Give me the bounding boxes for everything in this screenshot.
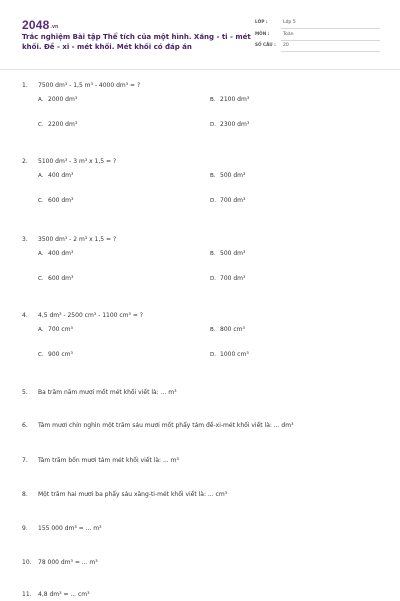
- option-letter: A.: [38, 97, 44, 103]
- option-letter: B.: [210, 97, 216, 103]
- question-4: [22, 310, 382, 358]
- option-letter: A.: [38, 251, 44, 257]
- option-b[interactable]: [210, 94, 249, 106]
- option-letter: A.: [38, 173, 44, 179]
- question-text: 7500 dm³ - 1,5 m³ - 4000 dm³ = ?: [38, 82, 141, 89]
- logo[interactable]: [22, 18, 58, 32]
- question-9: [22, 523, 382, 535]
- question-text: Một trăm hai mươi ba phẩy sáu xăng-ti-mét khối viết là: ... cm³: [38, 491, 228, 498]
- option-c[interactable]: [38, 195, 73, 207]
- question-2: [22, 156, 382, 204]
- option-text: 2000 dm³: [48, 96, 78, 103]
- option-letter: C.: [38, 122, 44, 128]
- option-text: 400 dm³: [48, 172, 74, 179]
- option-b[interactable]: [210, 248, 245, 260]
- question-text: 78 000 dm³ = ... m³: [38, 559, 98, 566]
- question-10: [22, 557, 382, 569]
- question-text: 4,8 dm³ = ... cm³: [38, 591, 90, 598]
- option-text: 2200 dm³: [48, 121, 78, 128]
- option-letter: B.: [210, 327, 216, 333]
- class-value: Lớp 5: [281, 18, 380, 29]
- option-text: 500 dm³: [220, 250, 246, 257]
- option-a[interactable]: [38, 324, 73, 336]
- option-letter: A.: [38, 327, 44, 333]
- option-letter: D.: [210, 276, 217, 282]
- document-title: [22, 32, 252, 52]
- option-letter: D.: [210, 122, 217, 128]
- question-number: 9.: [22, 525, 28, 532]
- option-text: 600 dm³: [48, 275, 74, 282]
- meta-subject-row: [255, 30, 380, 41]
- option-d[interactable]: [210, 349, 249, 361]
- meta-info-block: [255, 18, 380, 53]
- option-text: 1000 cm³: [220, 351, 249, 358]
- question-number: 8.: [22, 491, 28, 498]
- question-text: 5100 dm³ - 3 m³ x 1,5 = ?: [38, 158, 117, 165]
- option-text: 600 dm³: [48, 197, 74, 204]
- option-text: 2300 dm³: [220, 121, 250, 128]
- logo-text: 2048: [22, 18, 50, 32]
- option-a[interactable]: [38, 248, 73, 260]
- class-label: LỚP :: [255, 19, 268, 24]
- question-text: 155 000 dm³ = ... m³: [38, 525, 102, 532]
- option-text: 500 dm³: [220, 172, 246, 179]
- option-c[interactable]: [38, 119, 77, 131]
- document-title-line-2: khối. Đề - xi - mét khối. Mét khối có đáp án: [22, 43, 192, 51]
- option-letter: B.: [210, 173, 216, 179]
- option-text: 2100 dm³: [220, 96, 250, 103]
- option-d[interactable]: [210, 273, 245, 285]
- option-letter: C.: [38, 352, 44, 358]
- question-text: Tám mươi chín nghìn một trăm sáu mươi mốt phẩy tám đề-xi-mét khối viết là: ... dm³: [38, 422, 294, 429]
- option-a[interactable]: [38, 94, 77, 106]
- question-number: 5.: [22, 389, 28, 396]
- question-11: [22, 589, 382, 601]
- question-8: [22, 489, 382, 501]
- question-number: 11.: [22, 591, 32, 598]
- option-c[interactable]: [38, 273, 73, 285]
- option-b[interactable]: [210, 170, 245, 182]
- meta-class-row: [255, 18, 380, 29]
- option-text: 700 dm³: [220, 275, 246, 282]
- question-text: Tám trăm bốn mươi tám mét khối viết là: ... m³: [38, 457, 179, 464]
- option-letter: D.: [210, 198, 217, 204]
- question-6: [22, 420, 382, 432]
- option-d[interactable]: [210, 195, 245, 207]
- option-text: 900 cm³: [48, 351, 73, 358]
- option-letter: D.: [210, 352, 217, 358]
- question-number: 2.: [22, 158, 28, 165]
- question-text: Ba trăm năm mươi mốt mét khối viết là: ... m³: [38, 389, 177, 396]
- question-text: 4,5 dm³ - 2500 cm³ - 1100 cm³ = ?: [38, 312, 143, 319]
- question-number: 4.: [22, 312, 28, 319]
- question-3: [22, 234, 382, 282]
- option-letter: B.: [210, 251, 216, 257]
- logo-suffix: .vn: [50, 24, 59, 30]
- question-count-value: 20: [281, 41, 380, 52]
- question-7: [22, 455, 382, 467]
- option-d[interactable]: [210, 119, 249, 131]
- option-letter: C.: [38, 276, 44, 282]
- question-text: 3500 dm³ - 2 m³ x 1,5 = ?: [38, 236, 117, 243]
- question-count-label: SỐ CÂU :: [255, 42, 276, 47]
- option-c[interactable]: [38, 349, 73, 361]
- option-text: 700 dm³: [220, 197, 246, 204]
- document-title-line-1: Trắc nghiệm Bài tập Thể tích của một hình. Xăng - ti - mét: [22, 33, 251, 41]
- subject-label: MÔN :: [255, 30, 270, 36]
- subject-value: Toán: [281, 30, 380, 41]
- question-number: 6.: [22, 422, 28, 429]
- question-number: 3.: [22, 236, 28, 243]
- option-letter: C.: [38, 198, 44, 204]
- option-text: 700 cm³: [48, 326, 73, 333]
- question-number: 10.: [22, 559, 32, 566]
- header-divider: [0, 69, 400, 70]
- option-a[interactable]: [38, 170, 73, 182]
- option-text: 800 cm³: [220, 326, 245, 333]
- option-text: 400 dm³: [48, 250, 74, 257]
- question-1: [22, 80, 382, 128]
- question-number: 7.: [22, 457, 28, 464]
- question-5: [22, 387, 382, 399]
- option-b[interactable]: [210, 324, 245, 336]
- meta-count-row: [255, 41, 380, 52]
- question-number: 1.: [22, 82, 28, 89]
